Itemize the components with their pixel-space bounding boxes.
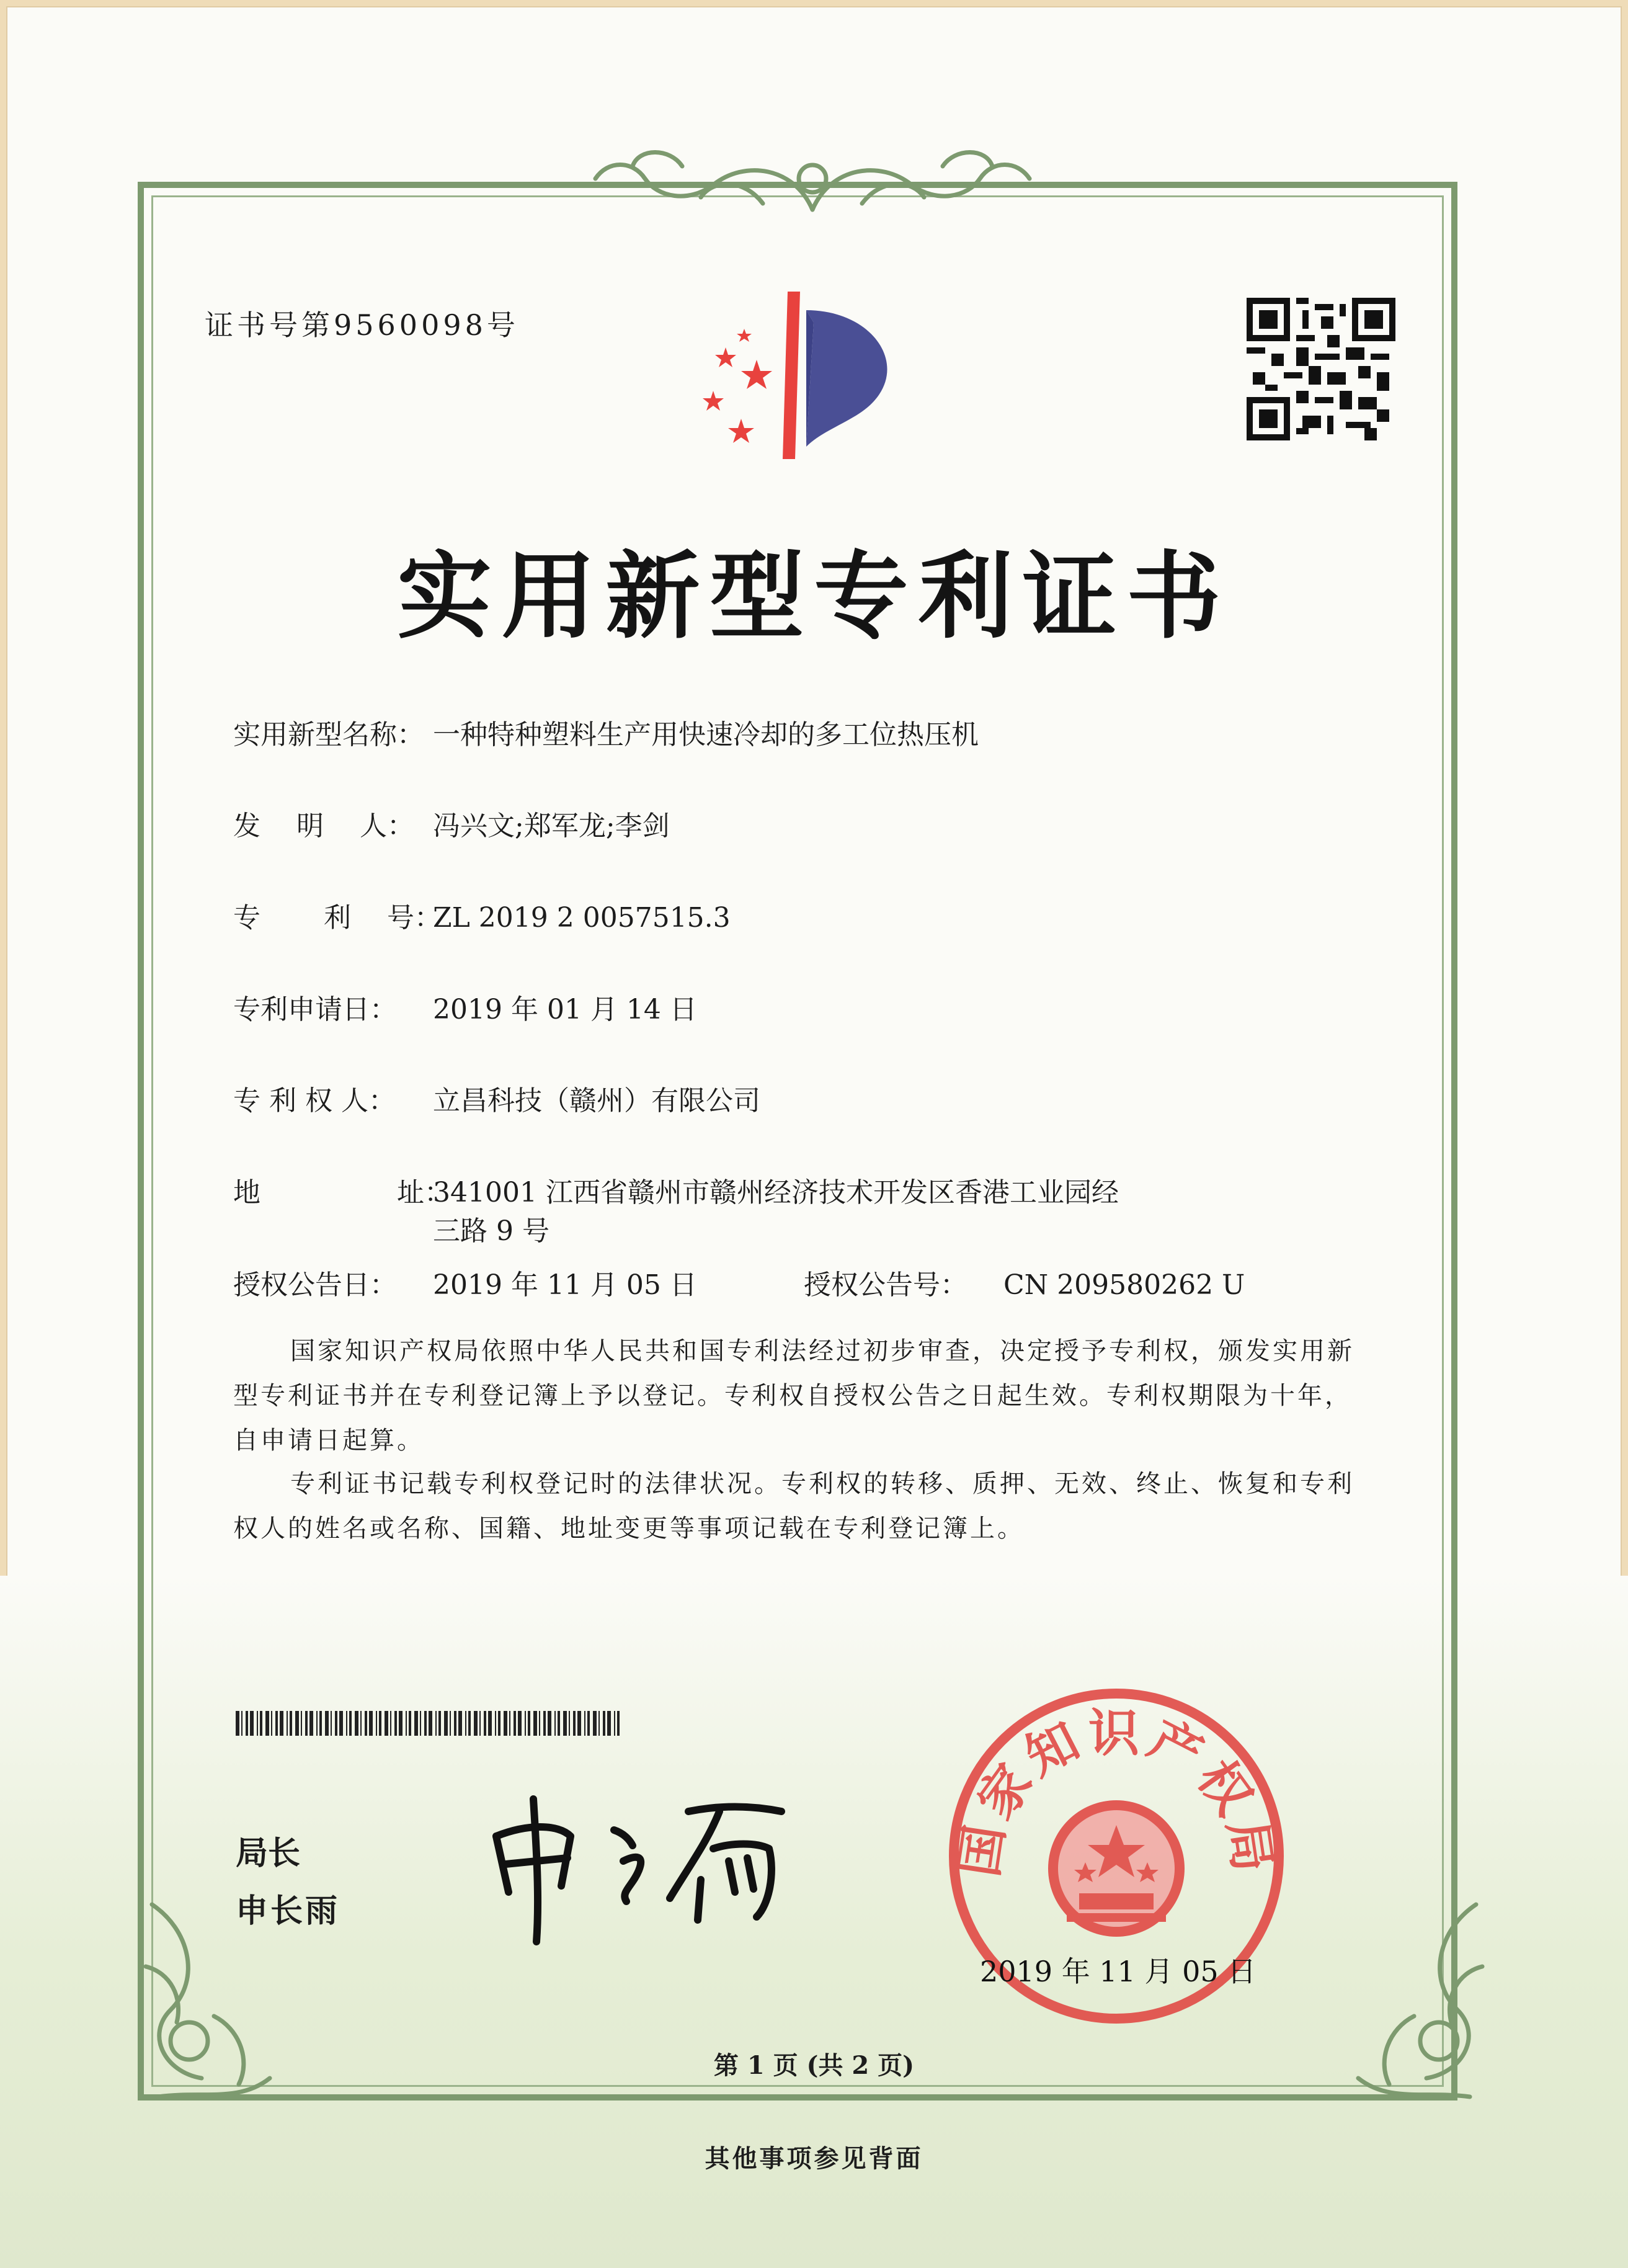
field-patent-no — [233, 895, 731, 935]
field-patentee-value: 立昌科技（赣州）有限公司 — [433, 1085, 760, 1117]
field-patentee-label: 专 利 权 人： — [233, 1085, 396, 1117]
cnipa-logo-icon — [682, 285, 918, 471]
director-name: 申长雨 — [236, 1892, 340, 1930]
field-announcement-no — [804, 1262, 1245, 1302]
field-patent-no-label: 专 利 号： — [233, 902, 442, 934]
field-address — [233, 1170, 1119, 1210]
field-announcement-date — [233, 1262, 697, 1302]
svg-text:国家知识产权局: 国家知识产权局 — [949, 1703, 1284, 1881]
field-announcement-no-value: CN 209580262 U — [1003, 1269, 1245, 1301]
certificate-number — [205, 303, 519, 344]
field-address-label: 地 址： — [233, 1177, 451, 1208]
field-announcement-date-value: 2019 年 11 月 05 日 — [433, 1269, 697, 1301]
legal-paragraph-1: 国家知识产权局依照中华人民共和国专利法经过初步审查，决定授予专利权，颁发实用新型专利证书并在专利登记簿上予以登记。专利权自授权公告之日起生效。专利权期限为十年，自申请日起算。 — [233, 1337, 1354, 1455]
field-inventor — [233, 803, 670, 843]
field-application-date-label: 专利申请日： — [233, 994, 397, 1025]
field-address-line1: 341001 江西省赣州市赣州经济技术开发区香港工业园经 — [433, 1177, 1119, 1208]
certificate-title: 实用新型专利证书 — [397, 540, 1231, 651]
qr-code-icon — [1247, 298, 1395, 440]
barcode-icon — [236, 1711, 623, 1736]
director-title: 局长 — [236, 1834, 301, 1872]
director-signature — [484, 1787, 806, 1948]
seal-date: 2019 年 11 月 05 日 — [980, 1955, 1257, 1988]
field-announcement-no-label: 授权公告号： — [804, 1269, 967, 1301]
field-application-date-value: 2019 年 01 月 14 日 — [433, 994, 697, 1025]
field-application-date — [233, 987, 697, 1027]
field-name-label: 实用新型名称： — [233, 719, 424, 751]
field-inventor-value: 冯兴文;郑军龙;李剑 — [433, 810, 670, 842]
bottom-right-ornament — [1333, 1892, 1495, 2115]
certificate-number-suffix: 号 — [486, 308, 519, 342]
field-patentee — [233, 1078, 760, 1118]
legal-paragraph-2: 专利证书记载专利权登记时的法律状况。专利权的转移、质押、无效、终止、恢复和专利权人的姓名或名称、国籍、地址变更等事项记载在专利登记簿上。 — [233, 1470, 1354, 1543]
top-ornament — [558, 141, 1067, 222]
field-name — [233, 712, 979, 752]
page-number: 第 1 页 (共 2 页) — [713, 2051, 915, 2080]
certificate-number-label: 证书号第 — [205, 308, 334, 342]
field-announcement-date-label: 授权公告日： — [233, 1269, 397, 1301]
field-inventor-label: 发 明 人： — [233, 810, 414, 842]
field-patent-no-value: ZL 2019 2 0057515.3 — [433, 902, 731, 934]
field-name-value: 一种特种塑料生产用快速冷却的多工位热压机 — [433, 719, 979, 751]
certificate-number-value: 9560098 — [334, 308, 487, 342]
back-note: 其他事项参见背面 — [705, 2144, 923, 2173]
field-address-line2: 三路 9 号 — [433, 1215, 549, 1247]
